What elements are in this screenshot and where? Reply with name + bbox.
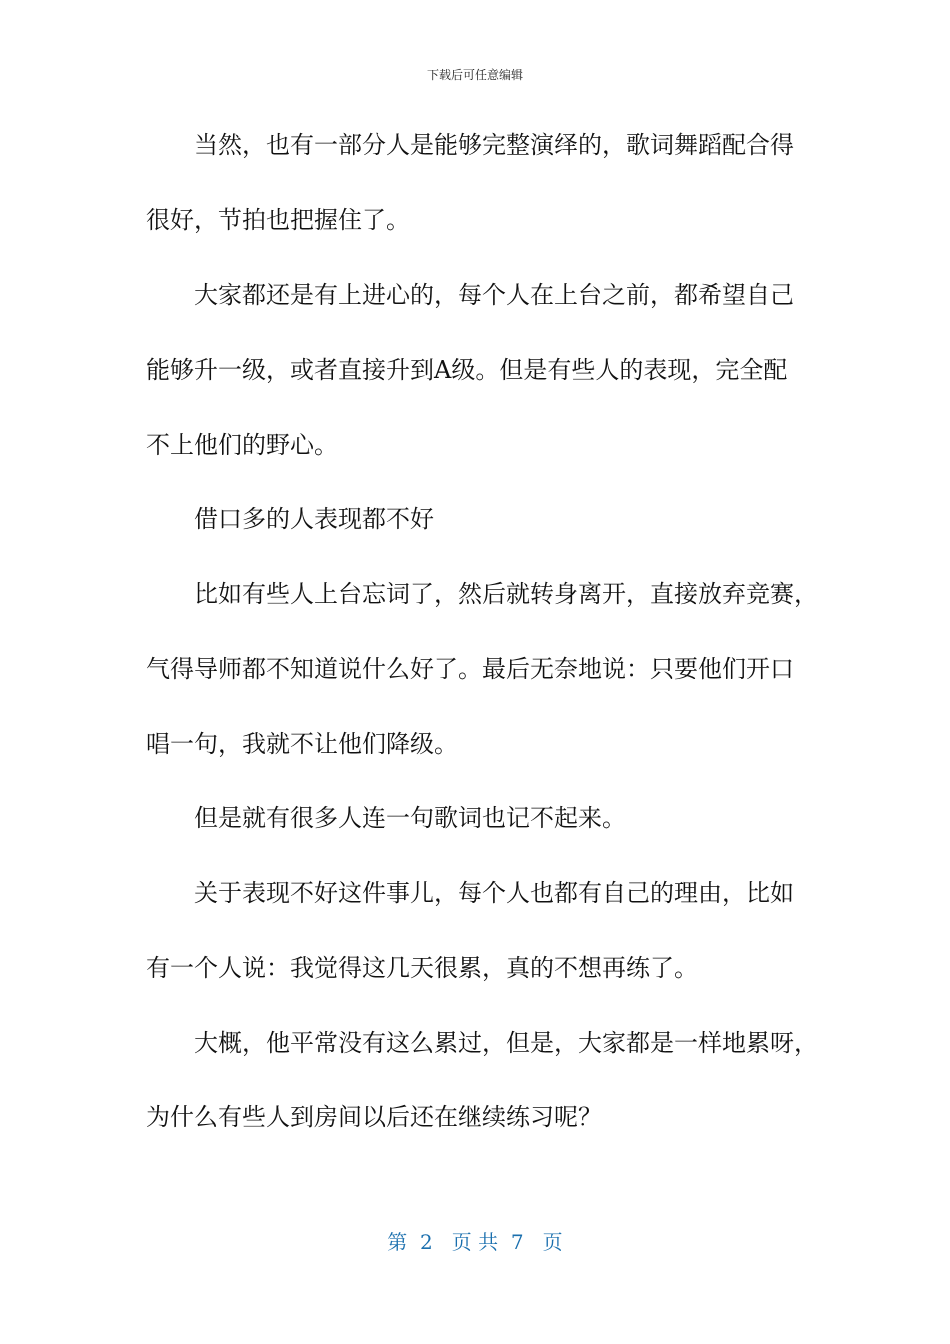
body-line-13: 大概，他平常没有这么累过，但是，大家都是一样地累呀， <box>194 1029 818 1057</box>
body-line-12: 有一个人说：我觉得这几天很累，真的不想再练了。 <box>146 954 698 982</box>
body-line-2: 很好，节拍也把握住了。 <box>146 206 410 234</box>
body-line-9: 唱一句，我就不让他们降级。 <box>146 730 458 758</box>
body-line-3: 大家都还是有上进心的，每个人在上台之前，都希望自己 <box>194 281 794 309</box>
page-number-footer: 第 2 页 共 7 页 <box>387 1230 563 1254</box>
body-line-10: 但是就有很多人连一句歌词也记不起来。 <box>194 804 626 832</box>
body-line-5: 不上他们的野心。 <box>146 431 338 459</box>
body-line-1: 当然，也有一部分人是能够完整演绎的，歌词舞蹈配合得 <box>194 131 794 159</box>
body-line-14: 为什么有些人到房间以后还在继续练习呢？ <box>146 1103 602 1131</box>
body-line-4: 能够升一级，或者直接升到A级。但是有些人的表现，完全配 <box>146 356 788 384</box>
page-header: 下载后可任意编辑 <box>426 68 523 82</box>
body-line-6: 借口多的人表现都不好 <box>194 505 434 533</box>
body-line-11: 关于表现不好这件事儿，每个人也都有自己的理由，比如 <box>194 879 794 907</box>
body-line-8: 气得导师都不知道说什么好了。最后无奈地说：只要他们开口 <box>146 655 794 683</box>
body-line-7: 比如有些人上台忘词了，然后就转身离开，直接放弃竞赛， <box>194 580 818 608</box>
